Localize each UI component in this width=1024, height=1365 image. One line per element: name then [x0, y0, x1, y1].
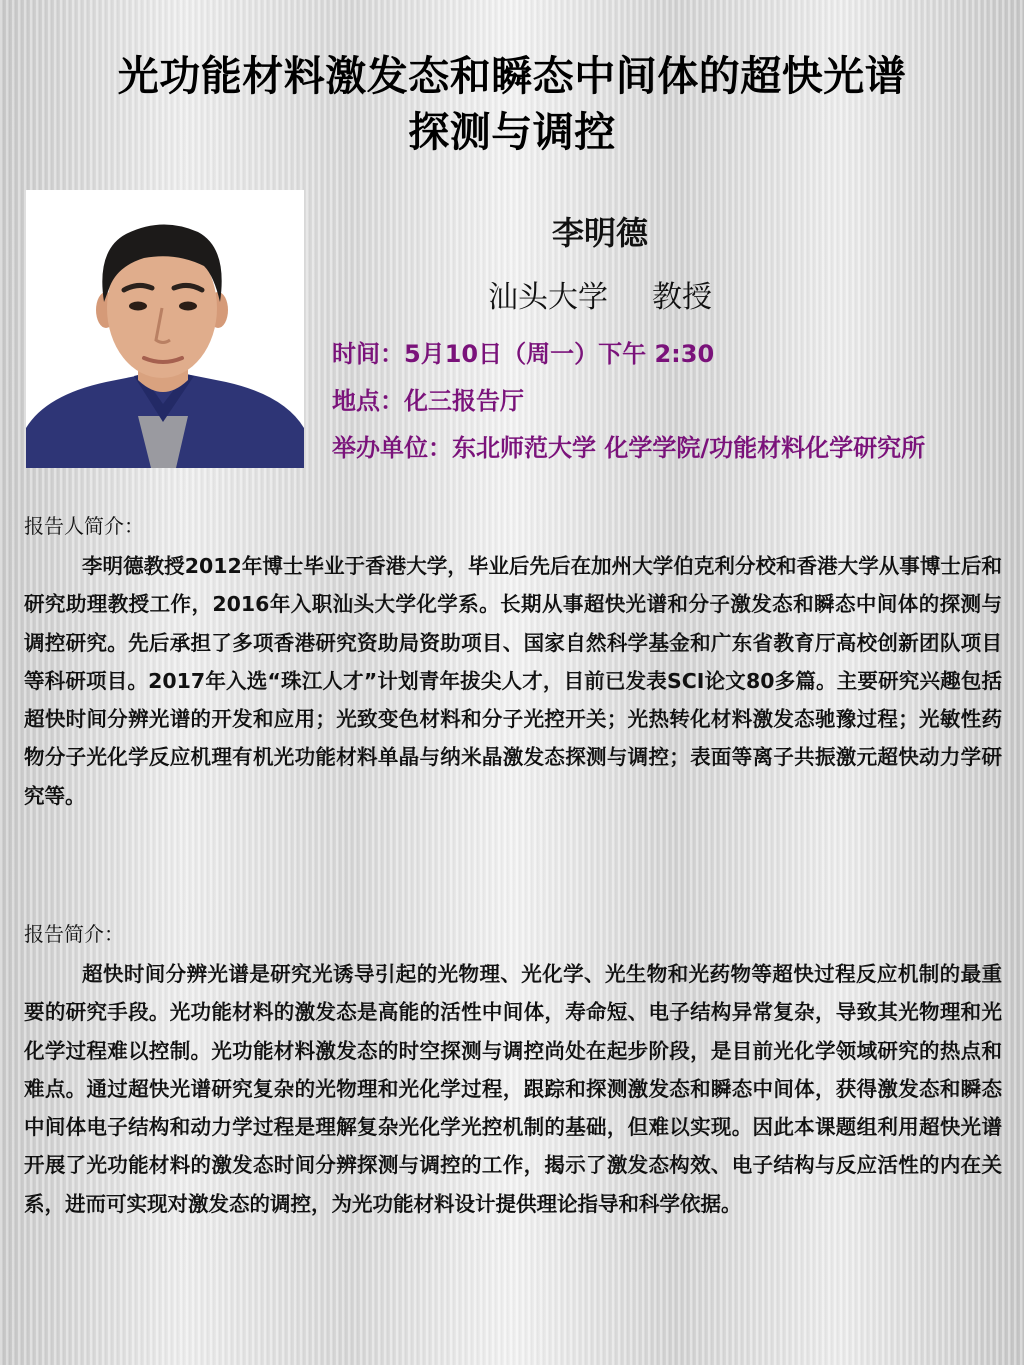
abstract-heading: 报告简介：: [24, 922, 124, 946]
speaker-affiliation: [310, 272, 890, 316]
speaker-name: 李明德: [551, 214, 648, 252]
abstract-text: 超快时间分辨光谱是研究光诱导引起的光物理、光化学、光生物和光药物等超快过程反应机制的最重要的研究手段。光功能材料的激发态是高能的活性中间体，寿命短、电子结构异常复杂，导致其光物理和光化学过程难以控制。光功能材料激发态的时空探测与调控尚处在起步阶段，是目前光化学领域研究的热点和难点。通过超快光谱研究复杂的光物理和光化学过程，跟踪和探测激发态和瞬态中间体，获得激发态和瞬态中间体电子结构和动力学过程是理解复杂光化学光控机制的基础，但难以实现。因此本课题组利用超快光谱开展了光功能材料的激发态时间分辨探测与调控的工作，揭示了激发态构效、电子结构与反应活性的内在关系，进而可实现对激发态的调控，为光功能材料设计提供理论指导和科学依据。: [24, 962, 1002, 1216]
title-line-2: 探测与调控: [408, 108, 616, 156]
event-time: 时间：5月10日（周一）下午 2:30: [332, 340, 715, 368]
event-organizer: 举办单位：东北师范大学 化学学院/功能材料化学研究所: [332, 434, 926, 462]
speaker-portrait-illustration: [26, 190, 304, 468]
speaker-institution: 汕头大学: [488, 280, 608, 315]
event-place: 地点：化三报告厅: [332, 387, 524, 415]
bio-text: 李明德教授2012年博士毕业于香港大学，毕业后先后在加州大学伯克利分校和香港大学从事博士后和研究助理教授工作，2016年入职汕头大学化学系。长期从事超快光谱和分子激发态和瞬态中间体的探测与调控研究。先后承担了多项香港研究资助局资助项目、国家自然科学基金和广东省教育厅高校创新团队项目等科研项目。2017年入选“珠江人才”计划青年拔尖人才，目前已发表SCI论文80多篇。主要研究兴趣包括超快时间分辨光谱的开发和应用；光致变色材料和分子光控开关；光热转化材料激发态驰豫过程；光敏性药物分子光化学反应机理有机光功能材料单晶与纳米晶激发态探测与调控；表面等离子共振激元超快动力学研究等。: [24, 554, 1002, 808]
page-title: [30, 48, 994, 160]
bio-heading: 报告人简介：: [24, 514, 144, 538]
title-line-1: 光功能材料激发态和瞬态中间体的超快光谱: [117, 52, 907, 100]
speaker-position: 教授: [652, 280, 712, 315]
speaker-photo: [26, 190, 304, 468]
